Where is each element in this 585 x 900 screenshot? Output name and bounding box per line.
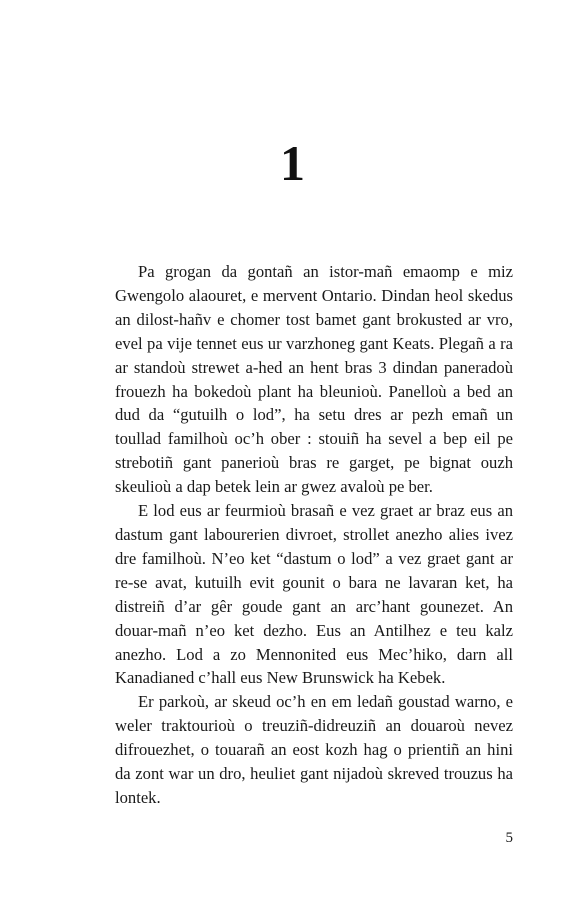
chapter-body xyxy=(115,260,513,810)
chapter-number: 1 xyxy=(280,135,305,191)
paragraph: E lod eus ar feurmioù brasañ e vez graet ar braz eus an dastum gant labourerien divroet, strollet anezho alies ivez dre familhoù. N’eo ket “dastum o lod” a vez graet gant ar re-se avat, kutuilh evit gounit o bara ne lavaran ket, ha distreiñ d’ar gêr goude gant an arc’hant gounezet. An douar-mañ n’eo ket dezho. Eus an Antilhez e teu kalz anezho. Lod a zo Mennonited eus Mec’hiko, darn all Kanadianed c’hall eus New Brunswick ha Kebek. xyxy=(115,501,513,688)
page-number: 5 xyxy=(505,830,513,846)
paragraph: Er parkoù, ar skeud oc’h en em ledañ goustad warno, e weler traktourioù o treuziñ-didreuziñ an douaroù nevez difrouezhet, o touarañ an eost kozh hag o prientiñ an hini da zont war un dro, heuliet gant nijadoù skreved trouzus ha lontek. xyxy=(115,692,513,807)
paragraph: Pa grogan da gontañ an istor-mañ emaomp e miz Gwengolo alaouret, e mervent Ontario. Dindan heol skedus an dilost-hañv e chomer tost bamet gant brokusted ar vro, evel pa vije tennet eus ur varzhoneg gant Keats. Plegañ a ra ar standoù strewet a-hed an hent bras 3 dindan paneradoù frouezh ha bokedoù plant ha bleunioù. Panelloù a bed an dud da “gutuilh o lod”, ha setu dres ar pezh emañ un toullad familhoù oc’h ober : stouiñ ha sevel a bep eil pe strebotiñ gant panerioù bras re garget, pe bignat ouzh skeulioù a dap betek lein ar gwez avaloù pe ber. xyxy=(115,262,513,497)
